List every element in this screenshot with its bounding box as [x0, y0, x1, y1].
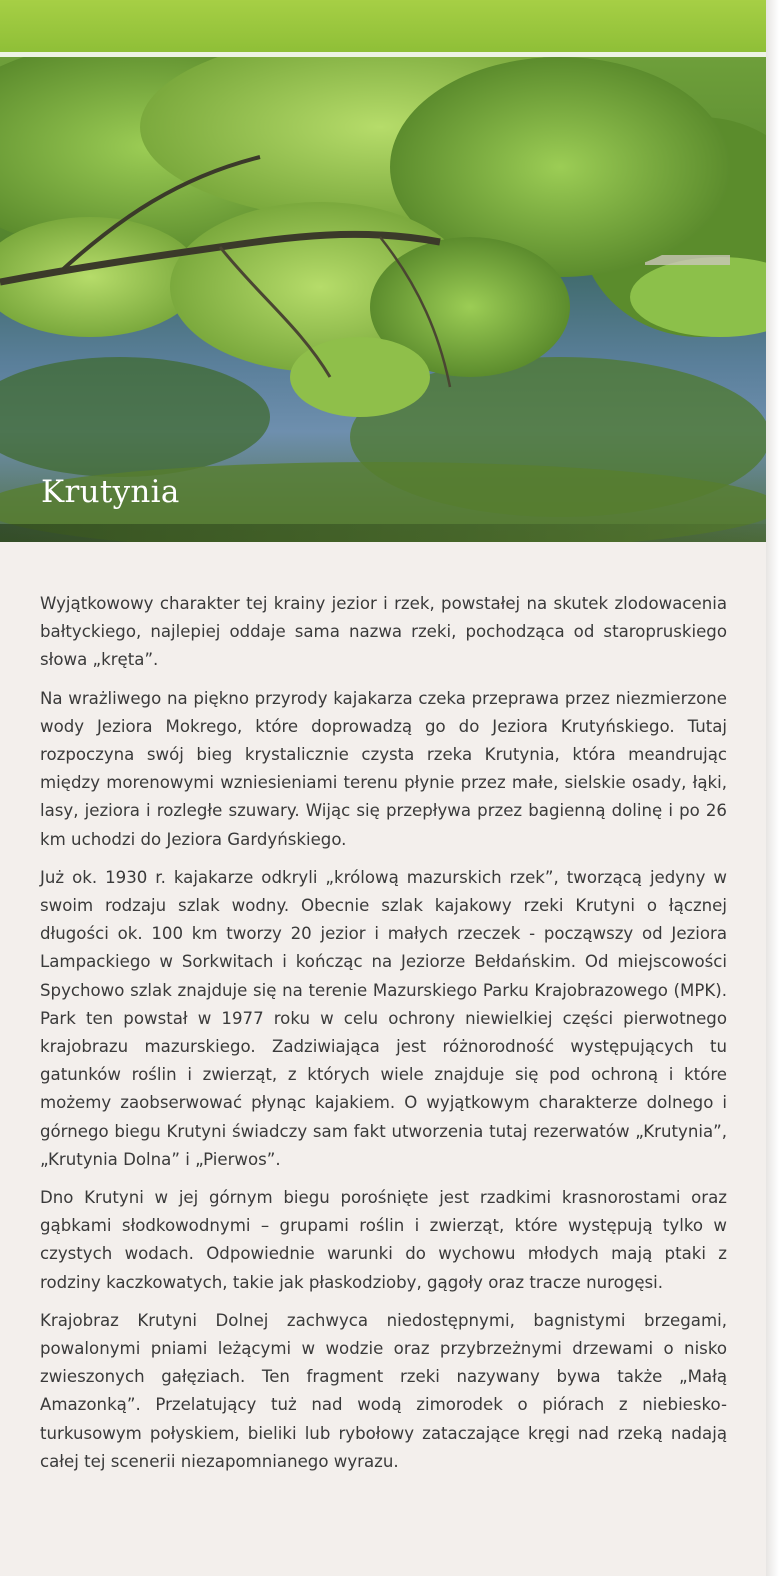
river-photo-illustration — [0, 57, 766, 542]
caption-bar — [0, 524, 766, 542]
paragraph: Na wrażliwego na piękno przyrody kajakarza czeka przeprawa przez niezmierzone wody Jeziora Mokrego, które doprowadzą go do Jeziora Krutyńskiego. Tutaj rozpoczyna swój bieg krystalicznie czysta rzeka Krutynia, która meandrując między morenowymi wzniesieniami terenu płynie przez małe, sielskie osady, łąki, lasy, jeziora i rozległe szuwary. Wijąc się przepływa przez bagienną dolinę i po 26 km uchodzi do Jeziora Gardyńskiego. — [40, 688, 727, 849]
paragraph: Już ok. 1930 r. kajakarze odkryli „królową mazurskich rzek”, tworzącą jedyny w swoim rodzaju szlak wodny. Obecnie szlak kajakowy rzeki Krutyni o łącznej długości ok. 100 km tworzy 20 jezior i małych rzeczek - począwszy od Jeziora Lampackiego w Sorkwitach i kończąc na Jeziorze Bełdańskim. Od miejscowości Spychowo szlak znajduje się na terenie Mazurskiego Parku Krajobrazowego (MPK). Park ten powstał w 1977 roku w celu ochrony niewielkiej części pierwotnego krajobrazu mazurskiego. Zadziwiająca jest różnorodność występujących tu gatunków roślin i zwierząt, z których wiele znajduje się pod ochroną i które możemy zaobserwować płynąc kajakiem. O wyjątkowym charakterze dolnego i górnego biegu Krutyni świadczy sam fakt utworzenia tutaj rezerwatów „Krutynia”, „Krutynia Dolna” i „Pierwos”. — [40, 867, 727, 1169]
section-title: Krutynia — [41, 474, 180, 510]
article-body — [40, 590, 727, 1486]
paragraph: Dno Krutyni w jej górnym biegu porośnięte jest rzadkimi krasnorostami oraz gąbkami słodkowodnymi – grupami roślin i zwierząt, które występują tylko w czystych wodach. Odpowiednie warunki do wychowu młodych mają ptaki z rodziny kaczkowatych, takie jak płaskodzioby, gągoły oraz tracze nurogęsi. — [40, 1188, 727, 1292]
header-band — [0, 0, 766, 52]
page-edge — [766, 0, 779, 1576]
paragraph: Wyjątkowowy charakter tej krainy jezior i rzek, powstałej na skutek zlodowacenia bałtyckiego, najlepiej oddaje sama nazwa rzeki, pochodząca od staropruskiego słowa „kręta”. — [40, 594, 727, 670]
paragraph: Krajobraz Krutyni Dolnej zachwyca niedostępnymi, bagnistymi brzegami, powalonymi pniami leżącymi w wodzie oraz przybrzeżnymi drzewami o nisko zwieszonych gałęziach. Ten fragment rzeki nazywany bywa także „Małą Amazonką”. Przelatujący tuż nad wodą zimorodek o piórach z niebiesko-turkusowym połyskiem, bieliki lub rybołowy zataczające kręgi nad rzeką nadają całej tej scenerii niezapomnianego wyrazu. — [40, 1310, 727, 1471]
river-photo — [0, 57, 766, 542]
